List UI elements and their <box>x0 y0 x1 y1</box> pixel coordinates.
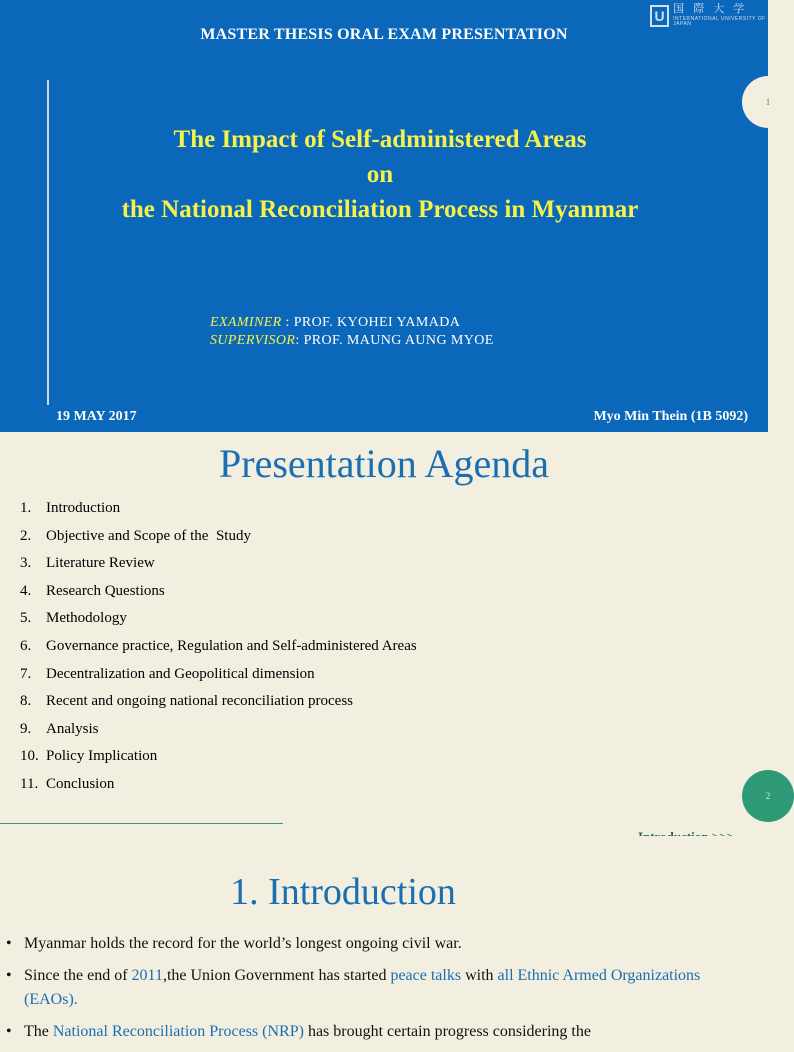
nrp-highlight: National Reconciliation Process (NRP) <box>52 1023 304 1040</box>
eaos-highlight: all Ethnic Armed Organizations (EAOs). <box>24 967 701 1008</box>
page-number-badge: 1 <box>742 76 794 128</box>
logo-kanji: 国 際 大 学 <box>673 3 748 15</box>
bullet-item <box>6 964 756 1012</box>
agenda-title: Presentation Agenda <box>219 441 549 486</box>
examiner-role: EXAMINER <box>210 315 282 330</box>
thesis-title <box>0 122 760 227</box>
agenda-item: 4. Research Questions <box>20 582 165 599</box>
examiner-name: PROF. KYOHEI YAMADA <box>293 315 461 330</box>
agenda-item: 9. Analysis <box>20 720 99 737</box>
author-name: Myo Min Thein (1B 5092) <box>593 409 748 424</box>
supervisor-sep: : <box>295 333 304 348</box>
bullet-text: Since the end of 2011,the Union Government has started peace talks with all Ethnic Armed Organizations (EAOs). <box>24 967 701 1008</box>
examiner-line <box>210 314 494 332</box>
section-divider <box>0 823 283 824</box>
year-highlight: 2011 <box>131 967 163 984</box>
title-line-1: The Impact of Self-administered Areas <box>173 126 587 153</box>
committee-block <box>210 314 494 350</box>
bullet-item <box>6 932 756 956</box>
introduction-title: 1. Introduction <box>230 871 456 913</box>
agenda-item: 5. Methodology <box>20 610 127 627</box>
bullet-text: Myanmar holds the record for the world’s longest ongoing civil war. <box>24 935 462 952</box>
bullet-text: The National Reconciliation Process (NRP) has brought certain progress considering the <box>24 1023 591 1040</box>
agenda-item: 1. Introduction <box>20 500 121 516</box>
title-slide <box>0 0 771 432</box>
supervisor-name: PROF. MAUNG AUNG MYOE <box>303 333 494 348</box>
agenda-item: 10. Policy Implication <box>20 748 158 765</box>
bullet-icon: • <box>6 967 12 984</box>
university-logo <box>650 4 768 27</box>
page-number-badge: 2 <box>742 770 794 822</box>
title-line-2: on <box>366 161 394 188</box>
agenda-item: 6. Governance practice, Regulation and Self-administered Areas <box>20 637 417 654</box>
bullet-icon: • <box>6 935 12 952</box>
supervisor-role: SUPERVISOR <box>210 333 296 348</box>
peace-talks-highlight: peace talks <box>390 967 462 984</box>
bullet-list <box>6 932 756 1052</box>
presentation-header: MASTER THESIS ORAL EXAM PRESENTATION <box>200 26 568 43</box>
title-line-3: the National Reconciliation Process in Myanmar <box>121 196 639 223</box>
university-logo-icon: U <box>650 5 669 27</box>
agenda-item: 7. Decentralization and Geopolitical dimension <box>20 665 315 682</box>
agenda-item: 2. Objective and Scope of the Study <box>20 527 251 544</box>
examiner-sep: : <box>281 315 294 330</box>
logo-english: INTERNATIONAL UNIVERSITY OF JAPAN <box>673 16 766 27</box>
bullet-item <box>6 1020 756 1044</box>
agenda-slide <box>0 432 771 836</box>
introduction-slide <box>0 836 768 1040</box>
agenda-item: 11. Conclusion <box>20 775 115 792</box>
agenda-list <box>20 498 417 802</box>
supervisor-line <box>210 332 494 350</box>
agenda-item: 3. Literature Review <box>20 555 155 572</box>
presentation-date: 19 MAY 2017 <box>56 409 137 424</box>
bullet-icon: • <box>6 1023 12 1040</box>
agenda-item: 8. Recent and ongoing national reconciliation process <box>20 693 353 710</box>
